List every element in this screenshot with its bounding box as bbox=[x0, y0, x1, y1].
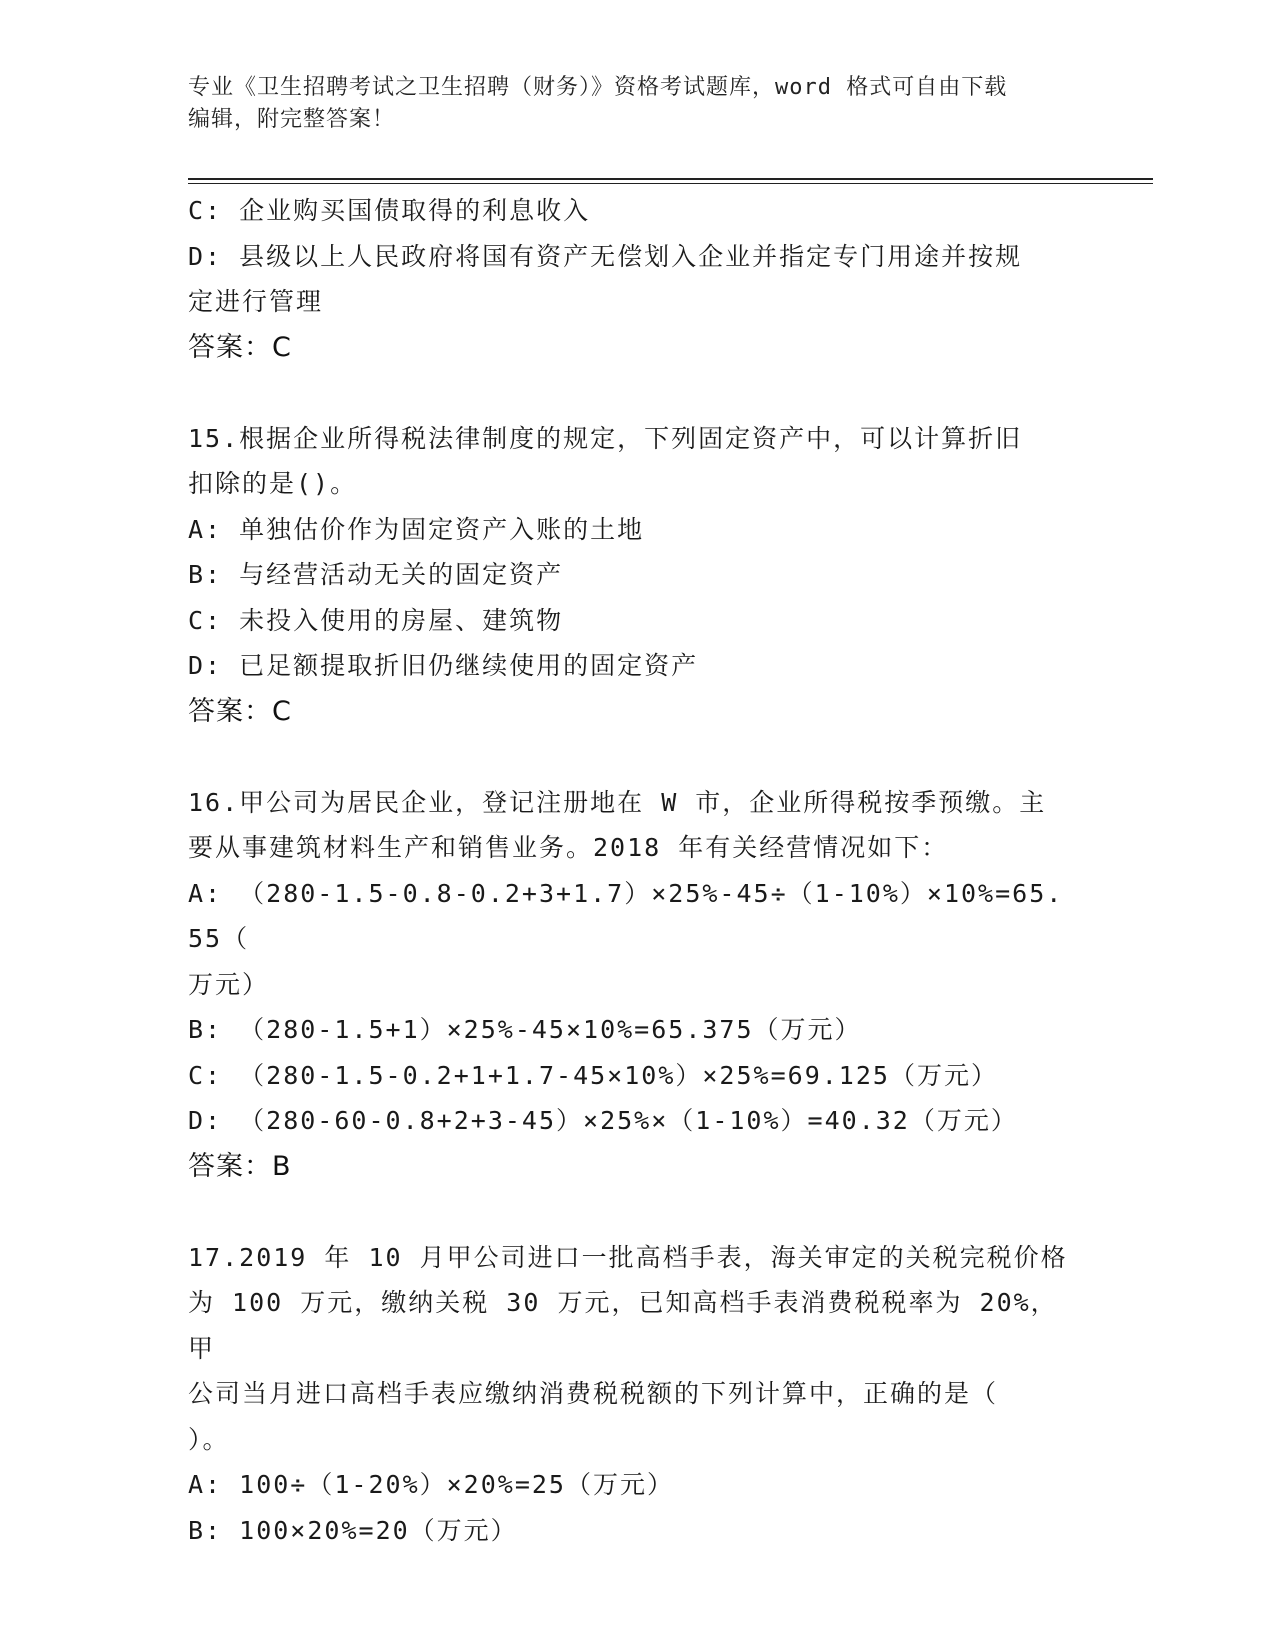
header-divider-thick bbox=[188, 178, 1153, 180]
option-d: D: 县级以上人民政府将国有资产无偿划入企业并指定专门用途并按规 bbox=[188, 241, 1023, 271]
option-c: C: （280-1.5-0.2+1+1.7-45×10%）×25%=69.125（万元） bbox=[188, 1060, 998, 1090]
option-d-cont: 定进行管理 bbox=[188, 287, 324, 316]
option-b: B: （280-1.5+1）×25%-45×10%=65.375（万元） bbox=[188, 1015, 862, 1044]
option-c: C: 企业购买国债取得的利息收入 bbox=[188, 196, 591, 225]
spacer bbox=[188, 1189, 1068, 1235]
spacer bbox=[188, 370, 1068, 416]
option-a: A: 100÷（1-20%）×20%=25（万元） bbox=[188, 1470, 674, 1499]
question-17 bbox=[188, 1235, 1068, 1554]
option-b: B: 100×20%=20（万元） bbox=[188, 1515, 518, 1545]
option-d: D: （280-60-0.8+2+3-45）×25%×（1-10%）=40.32（万元） bbox=[188, 1106, 1018, 1135]
question-stem: 17.2019 年 10 月甲公司进口一批高档手表，海关审定的关税完税价格 bbox=[188, 1242, 1068, 1272]
header-line-1: 专业《卫生招聘考试之卫生招聘（财务）》资格考试题库，word 格式可自由下载 bbox=[188, 75, 1008, 100]
option-b: B: 与经营活动无关的固定资产 bbox=[188, 560, 564, 589]
question-14-tail bbox=[188, 188, 1068, 370]
option-d: D: 已足额提取折旧仍继续使用的固定资产 bbox=[188, 651, 699, 680]
question-stem-cont: ）。 bbox=[188, 1424, 230, 1454]
question-stem-cont: 公司当月进口高档手表应缴纳消费税税额的下列计算中，正确的是（ bbox=[188, 1379, 999, 1408]
document-header bbox=[188, 72, 1068, 136]
question-stem: 16.甲公司为居民企业，登记注册地在 W 市，企业所得税按季预缴。主 bbox=[188, 787, 1047, 817]
question-stem: 15.根据企业所得税法律制度的规定，下列固定资产中，可以计算折旧 bbox=[188, 423, 1023, 453]
question-15 bbox=[188, 416, 1068, 735]
option-a-cont: 万元） bbox=[188, 969, 270, 999]
answer: 答案：B bbox=[188, 1150, 292, 1182]
question-stem-cont: 为 100 万元，缴纳关税 30 万元，已知高档手表消费税税率为 20%，甲 bbox=[188, 1288, 1058, 1363]
document-body bbox=[188, 188, 1068, 1553]
option-a: A: 单独估价作为固定资产入账的土地 bbox=[188, 514, 645, 544]
option-c: C: 未投入使用的房屋、建筑物 bbox=[188, 605, 564, 635]
question-16 bbox=[188, 780, 1068, 1190]
answer: 答案：C bbox=[188, 695, 292, 727]
spacer bbox=[188, 734, 1068, 780]
header-line-2: 编辑，附完整答案！ bbox=[188, 107, 396, 132]
header-divider-thin bbox=[188, 183, 1153, 184]
answer: 答案：C bbox=[188, 331, 292, 363]
question-stem-cont: 扣除的是()。 bbox=[188, 469, 358, 498]
question-stem-cont: 要从事建筑材料生产和销售业务。2018 年有关经营情况如下： bbox=[188, 833, 949, 862]
option-a: A: （280-1.5-0.8-0.2+3+1.7）×25%-45÷（1-10%）×10%=65.55（ bbox=[188, 878, 1064, 953]
